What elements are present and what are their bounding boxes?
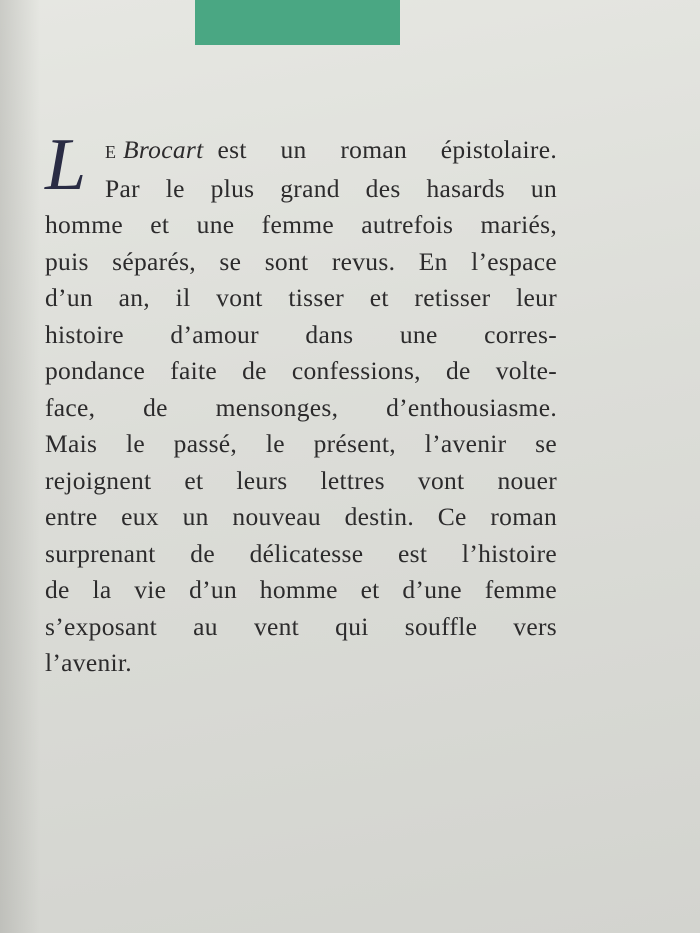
blurb-line-11: entre eux un nouveau destin. Ce roman	[45, 502, 557, 531]
blurb-line-3: homme et une femme autrefois mariés,	[45, 210, 557, 239]
book-blurb	[45, 124, 557, 682]
blurb-line-7: pondance faite de confessions, de volte-	[45, 356, 557, 385]
blurb-line-8: face, de mensonges, d’enthousiasme.	[45, 392, 557, 422]
drop-cap-continuation: E	[105, 142, 117, 162]
page-edge-shadow	[0, 0, 40, 933]
blurb-line-10: rejoignent et leurs lettres vont nouer	[45, 465, 557, 495]
blurb-line-12: surprenant de délicatesse est l’histoire	[45, 538, 557, 568]
blurb-line-15: l’avenir.	[45, 648, 132, 677]
book-title-inline: Brocart	[123, 135, 204, 164]
blurb-line-5: d’un an, il vont tisser et retisser leur	[45, 283, 557, 312]
blurb-line-1-text: est un roman épistolaire.	[217, 135, 557, 164]
blurb-line-13: de la vie d’un homme et d’une femme	[45, 575, 557, 604]
green-color-tab	[195, 0, 400, 45]
blurb-line-6: histoire d’amour dans une corres-	[45, 319, 557, 349]
blurb-line-9: Mais le passé, le présent, l’avenir se	[45, 429, 557, 458]
blurb-line-4: puis séparés, se sont revus. En l’espace	[45, 246, 557, 276]
blurb-line-14: s’exposant au vent qui souffle vers	[45, 611, 557, 641]
blurb-line-1	[45, 132, 557, 171]
blurb-line-2: Par le plus grand des hasards un	[105, 173, 557, 203]
drop-cap-letter: L	[45, 124, 87, 206]
